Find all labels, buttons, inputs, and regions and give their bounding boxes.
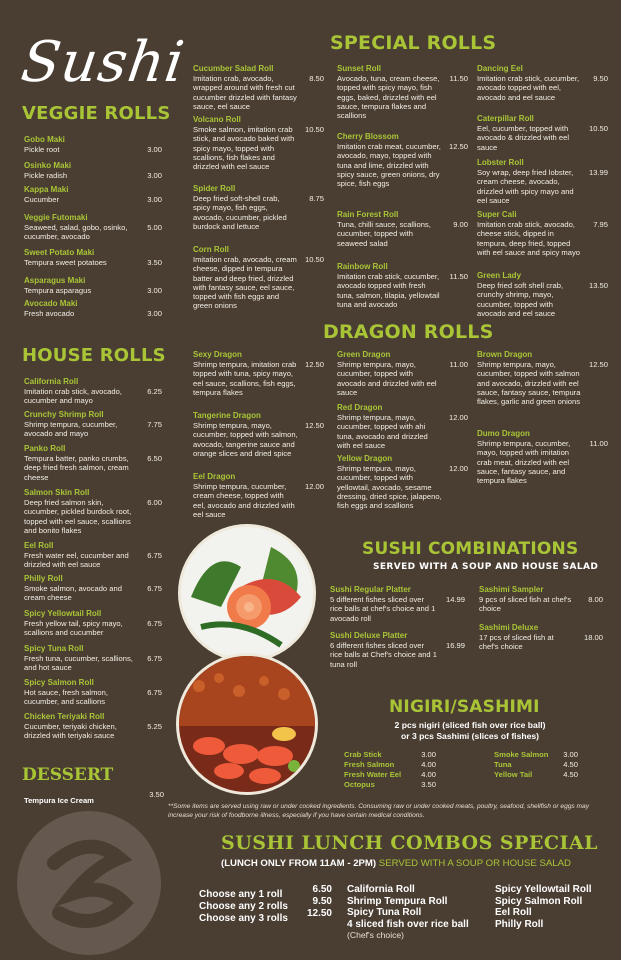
menu-item-name: Sashimi Sampler <box>479 585 544 594</box>
menu-item-price: 12.00 <box>304 482 324 491</box>
menu-item-desc: Tempura sweet potatoes <box>24 258 107 267</box>
watermark-logo-icon <box>14 808 164 958</box>
menu-item <box>477 158 608 205</box>
menu-item-name: Sunset Roll <box>337 64 382 73</box>
veggie-rolls-title: VEGGIE ROLLS <box>22 103 171 124</box>
nigiri-item-price: 4.50 <box>563 770 578 779</box>
menu-item-price: 11.00 <box>449 360 468 369</box>
lunch-roll-option: Spicy Salmon Roll <box>495 895 583 907</box>
menu-item-name: Crunchy Shrimp Roll <box>24 410 104 419</box>
menu-item-name: Corn Roll <box>193 245 229 254</box>
menu-item-price: 3.50 <box>147 258 162 267</box>
menu-item <box>193 472 324 519</box>
menu-item-name: Panko Roll <box>24 444 66 453</box>
lunch-choice-price: 6.50 <box>312 884 332 895</box>
menu-item <box>24 609 162 638</box>
menu-item <box>193 245 324 311</box>
menu-item-desc: Soy wrap, deep fried lobster, cream cheese, avocado, drizzled with spicy mayo and eel sauce <box>477 168 574 205</box>
menu-item-price: 9.50 <box>593 74 608 83</box>
menu-item-price: 10.50 <box>304 255 324 264</box>
menu-item-price: 12.50 <box>588 360 608 369</box>
nigiri-subtitle <box>330 720 610 742</box>
nigiri-item-price: 4.50 <box>563 760 578 769</box>
menu-item-price: 11.50 <box>449 272 468 281</box>
menu-item-price: 3.00 <box>147 145 162 154</box>
menu-item-price: 11.00 <box>589 439 608 448</box>
menu-item-price: 3.00 <box>147 286 162 295</box>
lunch-served: SERVED WITH A SOUP OR HOUSE SALAD <box>378 858 571 869</box>
menu-item-name: Sexy Dragon <box>193 350 242 359</box>
menu-item-desc: 5 different fishes sliced over rice balls at chef's choice and 1 avocado roll <box>330 595 436 623</box>
menu-item-name: Cucumber Salad Roll <box>193 64 274 73</box>
menu-item-name: Spicy Salmon Roll <box>24 678 94 687</box>
menu-item-price: 5.25 <box>147 722 162 731</box>
dessert-item <box>24 790 164 808</box>
menu-item-name: Red Dragon <box>337 403 383 412</box>
menu-item-name: California Roll <box>24 377 79 386</box>
menu-item-price: 12.00 <box>448 464 468 473</box>
menu-item-name: Tangerine Dragon <box>193 411 261 420</box>
menu-item-price: 5.00 <box>147 223 162 232</box>
menu-item-desc: Hot sauce, fresh salmon, cucumber, and scallions <box>24 688 108 707</box>
menu-item-desc: Imitation crab stick, cucumber, avocado topped with fresh tuna, salmon, tilapia, yellowtail tuna and avocado <box>337 272 440 309</box>
disclaimer-note: **Some items are served using raw or under cooked ingredients. Consuming raw or under cooked meats, poultry, seafood, shellfish or eggs may increase your risk of foodborne illness, especially if you have certain medical conditions. <box>168 803 589 819</box>
lunch-roll-option: Philly Roll <box>495 918 544 930</box>
menu-item-name: Osinko Maki <box>24 161 72 170</box>
nigiri-item-name: Yellow Tail <box>494 770 533 779</box>
lunch-choice-label: Choose any 3 rolls <box>199 913 288 924</box>
menu-item <box>193 411 324 458</box>
menu-item-price: 16.99 <box>445 641 465 650</box>
menu-item-desc: Deep fried soft shell crab, crunchy shrimp, mayo, cucumber, topped with avocado and eel sauce <box>477 281 564 318</box>
menu-item <box>24 213 162 242</box>
menu-item <box>337 403 468 450</box>
nigiri-item-name: Octopus <box>344 780 375 789</box>
nigiri-item-name: Crab Stick <box>344 750 382 759</box>
menu-item <box>24 410 162 439</box>
menu-item-desc: Imitation crab meat, cucumber, avocado, mayo, topped with tuna and lime, drizzled with spicy sauce, green onions, dry spice, fish eggs <box>337 142 441 189</box>
menu-item-price: 12.50 <box>304 360 324 369</box>
menu-item <box>24 678 162 707</box>
lunch-roll-option: Eel Roll <box>495 907 532 918</box>
menu-item-desc: Avocado, tuna, cream cheese, topped with spicy mayo, fish eggs, baked, drizzled with eel sauce, tempura flakes and scallions <box>337 74 440 121</box>
menu-item-desc: Shrimp tempura, mayo, cucumber, topped with ahi tuna, avocado and drizzled with eel sauce <box>337 413 428 450</box>
nigiri-item <box>494 760 578 770</box>
menu-item-desc: 6 different fishes sliced over rice balls at Chef's choice and 1 tuna roll <box>330 641 437 669</box>
menu-item-desc: Fresh avocado <box>24 309 75 318</box>
menu-item-desc: Pickle radish <box>24 171 68 180</box>
menu-item-desc: 17 pcs of sliced fish at chef's choice <box>479 633 554 652</box>
lunch-combos-title: SUSHI LUNCH COMBOS SPECIAL <box>221 832 599 854</box>
menu-item-desc: Shrimp tempura, cucumber, mayo, topped with imitation crab meat, drizzled with eel sauce, fantasy sauce, and tempura flakes <box>477 439 571 486</box>
special-rolls-title: SPECIAL ROLLS <box>330 32 497 54</box>
house-rolls-title: HOUSE ROLLS <box>22 345 166 366</box>
menu-item <box>477 429 608 485</box>
menu-item-name: Green Lady <box>477 271 522 280</box>
menu-item <box>24 276 162 295</box>
lunch-choice <box>199 908 332 924</box>
nigiri-item-price: 3.50 <box>421 780 436 789</box>
menu-item <box>193 350 324 397</box>
lunch-roll-option: Spicy Yellowtail Roll <box>495 884 592 895</box>
menu-item-price: 3.00 <box>147 171 162 180</box>
menu-item-price: 12.00 <box>448 413 468 422</box>
nigiri-item-name: Smoke Salmon <box>494 750 549 759</box>
menu-item-price: 14.99 <box>445 595 465 604</box>
menu-item <box>477 114 608 152</box>
nigiri-item-price: 4.00 <box>421 760 436 769</box>
menu-item-name: Super Cali <box>477 210 517 219</box>
menu-item <box>24 574 162 603</box>
menu-item-price: 6.75 <box>147 584 162 593</box>
menu-item <box>330 631 465 669</box>
menu-item-price: 3.00 <box>147 195 162 204</box>
lunch-hours-line <box>221 858 571 869</box>
menu-item-name: Caterpillar Roll <box>477 114 534 123</box>
menu-item-desc: Shrimp tempura, cucumber, cream cheese, topped with eel, avocado and drizzled with eel sauce <box>193 482 295 519</box>
menu-item-name: Green Dragon <box>337 350 391 359</box>
menu-item-name: Lobster Roll <box>477 158 524 167</box>
nigiri-sashimi-title: NIGIRI/SASHIMI <box>389 697 540 717</box>
sashimi-photo <box>178 524 316 662</box>
nigiri-item <box>344 750 436 760</box>
menu-item-name: Eel Dragon <box>193 472 236 481</box>
menu-item-name: Sushi Deluxe Platter <box>330 631 408 640</box>
lunch-roll-option: Shrimp Tempura Roll <box>347 895 448 907</box>
menu-item-price: 10.50 <box>588 124 608 133</box>
menu-item <box>24 185 162 204</box>
menu-item-name: Veggie Futomaki <box>24 213 88 222</box>
nigiri-item-price: 3.00 <box>563 750 578 759</box>
dessert-item-price: 3.50 <box>149 790 164 799</box>
menu-item-name: Sushi Regular Platter <box>330 585 411 594</box>
menu-item <box>477 271 608 318</box>
menu-item-desc: Shrimp tempura, mayo, cucumber, topped with salmon and avocado, drizzled with eel sauce, fantasy sauce, tempura flakes, garlic and green onions <box>477 360 581 407</box>
menu-item <box>193 115 324 171</box>
lunch-roll-option: California Roll <box>347 884 415 895</box>
menu-item-desc: Deep fried salmon skin, cucumber, pickled burdock root, topped with eel sauce, scallions and bonito flakes <box>24 498 132 535</box>
nigiri-item-name: Tuna <box>494 760 512 769</box>
menu-item <box>477 64 608 102</box>
menu-item <box>337 64 468 120</box>
menu-item-desc: Imitation crab, avocado, wrapped around with fresh cut cucumber drizzled with fantasy sauce, eel sauce <box>193 74 297 111</box>
menu-item-desc: Seaweed, salad, gobo, osinko, cucumber, avocado <box>24 223 128 242</box>
menu-item-desc: Tempura batter, panko crumbs, deep fried fresh salmon, cream cheese <box>24 454 129 482</box>
nigiri-item-name: Fresh Salmon <box>344 760 395 769</box>
menu-item-price: 18.00 <box>583 633 603 642</box>
menu-item-desc: Tempura asparagus <box>24 286 92 295</box>
menu-item-name: Rain Forest Roll <box>337 210 399 219</box>
menu-item-desc: Shrimp tempura, mayo, cucumber, topped with avocado and drizzled with eel sauce <box>337 360 437 397</box>
menu-item-name: Asparagus Maki <box>24 276 86 285</box>
menu-item <box>479 585 603 614</box>
menu-item-price: 6.25 <box>147 387 162 396</box>
menu-item-price: 7.95 <box>593 220 608 229</box>
menu-item-desc: Shrimp tempura, cucumber, avocado and mayo <box>24 420 118 439</box>
menu-item <box>24 644 162 673</box>
lunch-roll-option: Spicy Tuna Roll <box>347 907 422 918</box>
menu-item-name: Chicken Teriyaki Roll <box>24 712 105 721</box>
menu-item-name: Dumo Dragon <box>477 429 530 438</box>
menu-item-desc: Imitation crab stick, cucumber, avocado topped with eel, avocado and eel sauce <box>477 74 580 102</box>
menu-item-desc: Fresh yellow tail, spicy mayo, scallions and cucumber <box>24 619 123 638</box>
menu-item-desc: Shrimp tempura, imitation crab topped with tuna, spicy mayo, eel sauce, scallions, fish eggs, tempura flakes <box>193 360 297 397</box>
menu-item <box>337 454 468 510</box>
menu-item <box>24 541 162 570</box>
menu-item-name: Spicy Yellowtail Roll <box>24 609 102 618</box>
lunch-chef-choice: (Chef's choice) <box>347 930 405 940</box>
menu-item-name: Sweet Potato Maki <box>24 248 95 257</box>
sushi-rolls-photo <box>176 653 318 795</box>
menu-item-name: Cherry Blossom <box>337 132 399 141</box>
menu-item-desc: Imitation crab, avocado, cream cheese, dipped in tempura batter and deep fried, drizzled with fantasy sauce, eel sauce, topped with fish eggs and green onions <box>193 255 297 311</box>
menu-item <box>24 135 162 154</box>
sushi-combinations-title: SUSHI COMBINATIONS <box>362 539 579 559</box>
menu-item <box>193 64 324 111</box>
menu-item-price: 6.00 <box>147 498 162 507</box>
menu-item-name: Spicy Tuna Roll <box>24 644 84 653</box>
menu-item <box>24 161 162 180</box>
menu-item-desc: Deep fried soft-shell crab, spicy mayo, fish eggs, avocado, cucumber, pickled burdock and lettuce <box>193 194 287 231</box>
menu-item-price: 6.75 <box>147 619 162 628</box>
lunch-rolls-b <box>495 884 615 930</box>
lunch-choices-list <box>199 884 332 924</box>
lunch-choice-price: 12.50 <box>306 908 332 919</box>
menu-item-name: Philly Roll <box>24 574 63 583</box>
menu-item-desc: Smoke salmon, avocado and cream cheese <box>24 584 122 603</box>
menu-item-name: Yellow Dragon <box>337 454 393 463</box>
menu-item-name: Salmon Skin Roll <box>24 488 90 497</box>
menu-item-desc: 9 pcs of sliced fish at chef's choice <box>479 595 572 614</box>
menu-item-price: 13.50 <box>588 281 608 290</box>
menu-item <box>330 585 465 623</box>
lunch-hours: (LUNCH ONLY FROM 11AM - 2PM) <box>221 858 377 869</box>
menu-item <box>24 377 162 406</box>
nigiri-subtitle-line1: 2 pcs nigiri (sliced fish over rice ball) <box>394 720 546 730</box>
menu-item-price: 9.00 <box>453 220 468 229</box>
nigiri-item <box>494 750 578 760</box>
menu-item <box>24 712 162 741</box>
nigiri-item <box>344 760 436 770</box>
menu-item-name: Sashimi Deluxe <box>479 623 539 632</box>
menu-item <box>337 262 468 309</box>
menu-item <box>337 210 468 248</box>
menu-item-name: Kappa Maki <box>24 185 69 194</box>
menu-item-desc: Imitation crab stick, avocado, cucumber and mayo <box>24 387 122 406</box>
menu-item-desc: Fresh tuna, cucumber, scallions, and hot sauce <box>24 654 133 673</box>
nigiri-subtitle-line2: or 3 pcs Sashimi (slices of fishes) <box>400 731 540 741</box>
menu-item-price: 8.00 <box>588 595 603 604</box>
menu-item-price: 7.75 <box>147 420 162 429</box>
lunch-choice <box>199 884 332 900</box>
menu-item-price: 10.50 <box>304 125 324 134</box>
menu-item-name: Eel Roll <box>24 541 54 550</box>
menu-item-price: 8.75 <box>309 194 324 203</box>
nigiri-item-price: 3.00 <box>421 750 436 759</box>
nigiri-item <box>344 770 436 780</box>
lunch-choice-price: 9.50 <box>312 896 332 907</box>
nigiri-right-list <box>494 750 578 780</box>
lunch-choice <box>199 896 332 912</box>
sushi-combinations-subtitle: SERVED WITH A SOUP AND HOUSE SALAD <box>373 562 599 572</box>
nigiri-item-name: Fresh Water Eel <box>344 770 402 779</box>
dessert-item-name: Tempura Ice Cream <box>24 796 94 805</box>
menu-item-price: 6.75 <box>147 688 162 697</box>
lunch-choice-label: Choose any 2 rolls <box>199 901 288 912</box>
menu-item-name: Volcano Roll <box>193 115 241 124</box>
menu-item-name: Brown Dragon <box>477 350 533 359</box>
menu-item-desc: Imitation crab stick, avocado, cheese stick, dipped in tempura, deep fried, topped with eel sauce and spicy mayo <box>477 220 580 257</box>
menu-item <box>479 623 603 652</box>
menu-item-price: 3.00 <box>147 309 162 318</box>
nigiri-left-list <box>344 750 436 790</box>
menu-item <box>337 132 468 188</box>
menu-item-name: Rainbow Roll <box>337 262 388 271</box>
menu-item-price: 6.75 <box>147 654 162 663</box>
menu-item-desc: Smoke salmon, imitation crab stick, and avocado baked with spicy mayo, topped with scallions, fish flakes and drizzled with eel sauce <box>193 125 295 172</box>
menu-item-price: 12.50 <box>304 421 324 430</box>
menu-item <box>24 488 162 535</box>
menu-item <box>24 248 162 267</box>
menu-item <box>24 299 162 318</box>
menu-item-price: 11.50 <box>449 74 468 83</box>
menu-item-desc: Shrimp tempura, mayo, cucumber, topped with yellowtail, avocado, sesame dressing, dried spice, jalapeno, fish eggs and scallions <box>337 464 442 511</box>
menu-item-price: 8.50 <box>309 74 324 83</box>
menu-item <box>24 444 162 482</box>
nigiri-item <box>344 780 436 790</box>
menu-item-price: 6.75 <box>147 551 162 560</box>
menu-item-desc: Eel, cucumber, topped with avocado & drizzled with eel sauce <box>477 124 570 152</box>
menu-item-desc: Pickle root <box>24 145 60 154</box>
menu-item <box>193 184 324 231</box>
menu-item-name: Spider Roll <box>193 184 236 193</box>
menu-item-name: Dancing Eel <box>477 64 523 73</box>
lunch-choice-label: Choose any 1 roll <box>199 889 283 900</box>
nigiri-item-price: 4.00 <box>421 770 436 779</box>
menu-item-name: Avocado Maki <box>24 299 78 308</box>
menu-item-price: 6.50 <box>147 454 162 463</box>
menu-item-desc: Cucumber <box>24 195 60 204</box>
nigiri-item <box>494 770 578 780</box>
lunch-roll-option: 4 sliced fish over rice ball <box>347 918 469 930</box>
logo-sushi: Sushi <box>17 30 189 95</box>
menu-item-price: 13.99 <box>588 168 608 177</box>
menu-item-desc: Fresh water eel, cucumber and drizzled with eel sauce <box>24 551 129 570</box>
menu-item <box>337 350 468 397</box>
menu-item-desc: Cucumber, teriyaki chicken, drizzled with teriyaki sauce <box>24 722 117 741</box>
menu-item <box>477 350 608 406</box>
dessert-title: DESSERT <box>22 765 114 785</box>
dragon-rolls-title: DRAGON ROLLS <box>323 321 494 343</box>
lunch-rolls-a <box>347 884 487 940</box>
menu-item-price: 12.50 <box>448 142 468 151</box>
menu-item-desc: Tuna, chilli sauce, scallions, cucumber, topped with seaweed salad <box>337 220 431 248</box>
menu-item-name: Gobo Maki <box>24 135 65 144</box>
menu-item <box>477 210 608 257</box>
menu-item-desc: Shrimp tempura, mayo, cucumber, topped with salmon, avocado, tangerine sauce and orange slices and dried spice <box>193 421 298 458</box>
